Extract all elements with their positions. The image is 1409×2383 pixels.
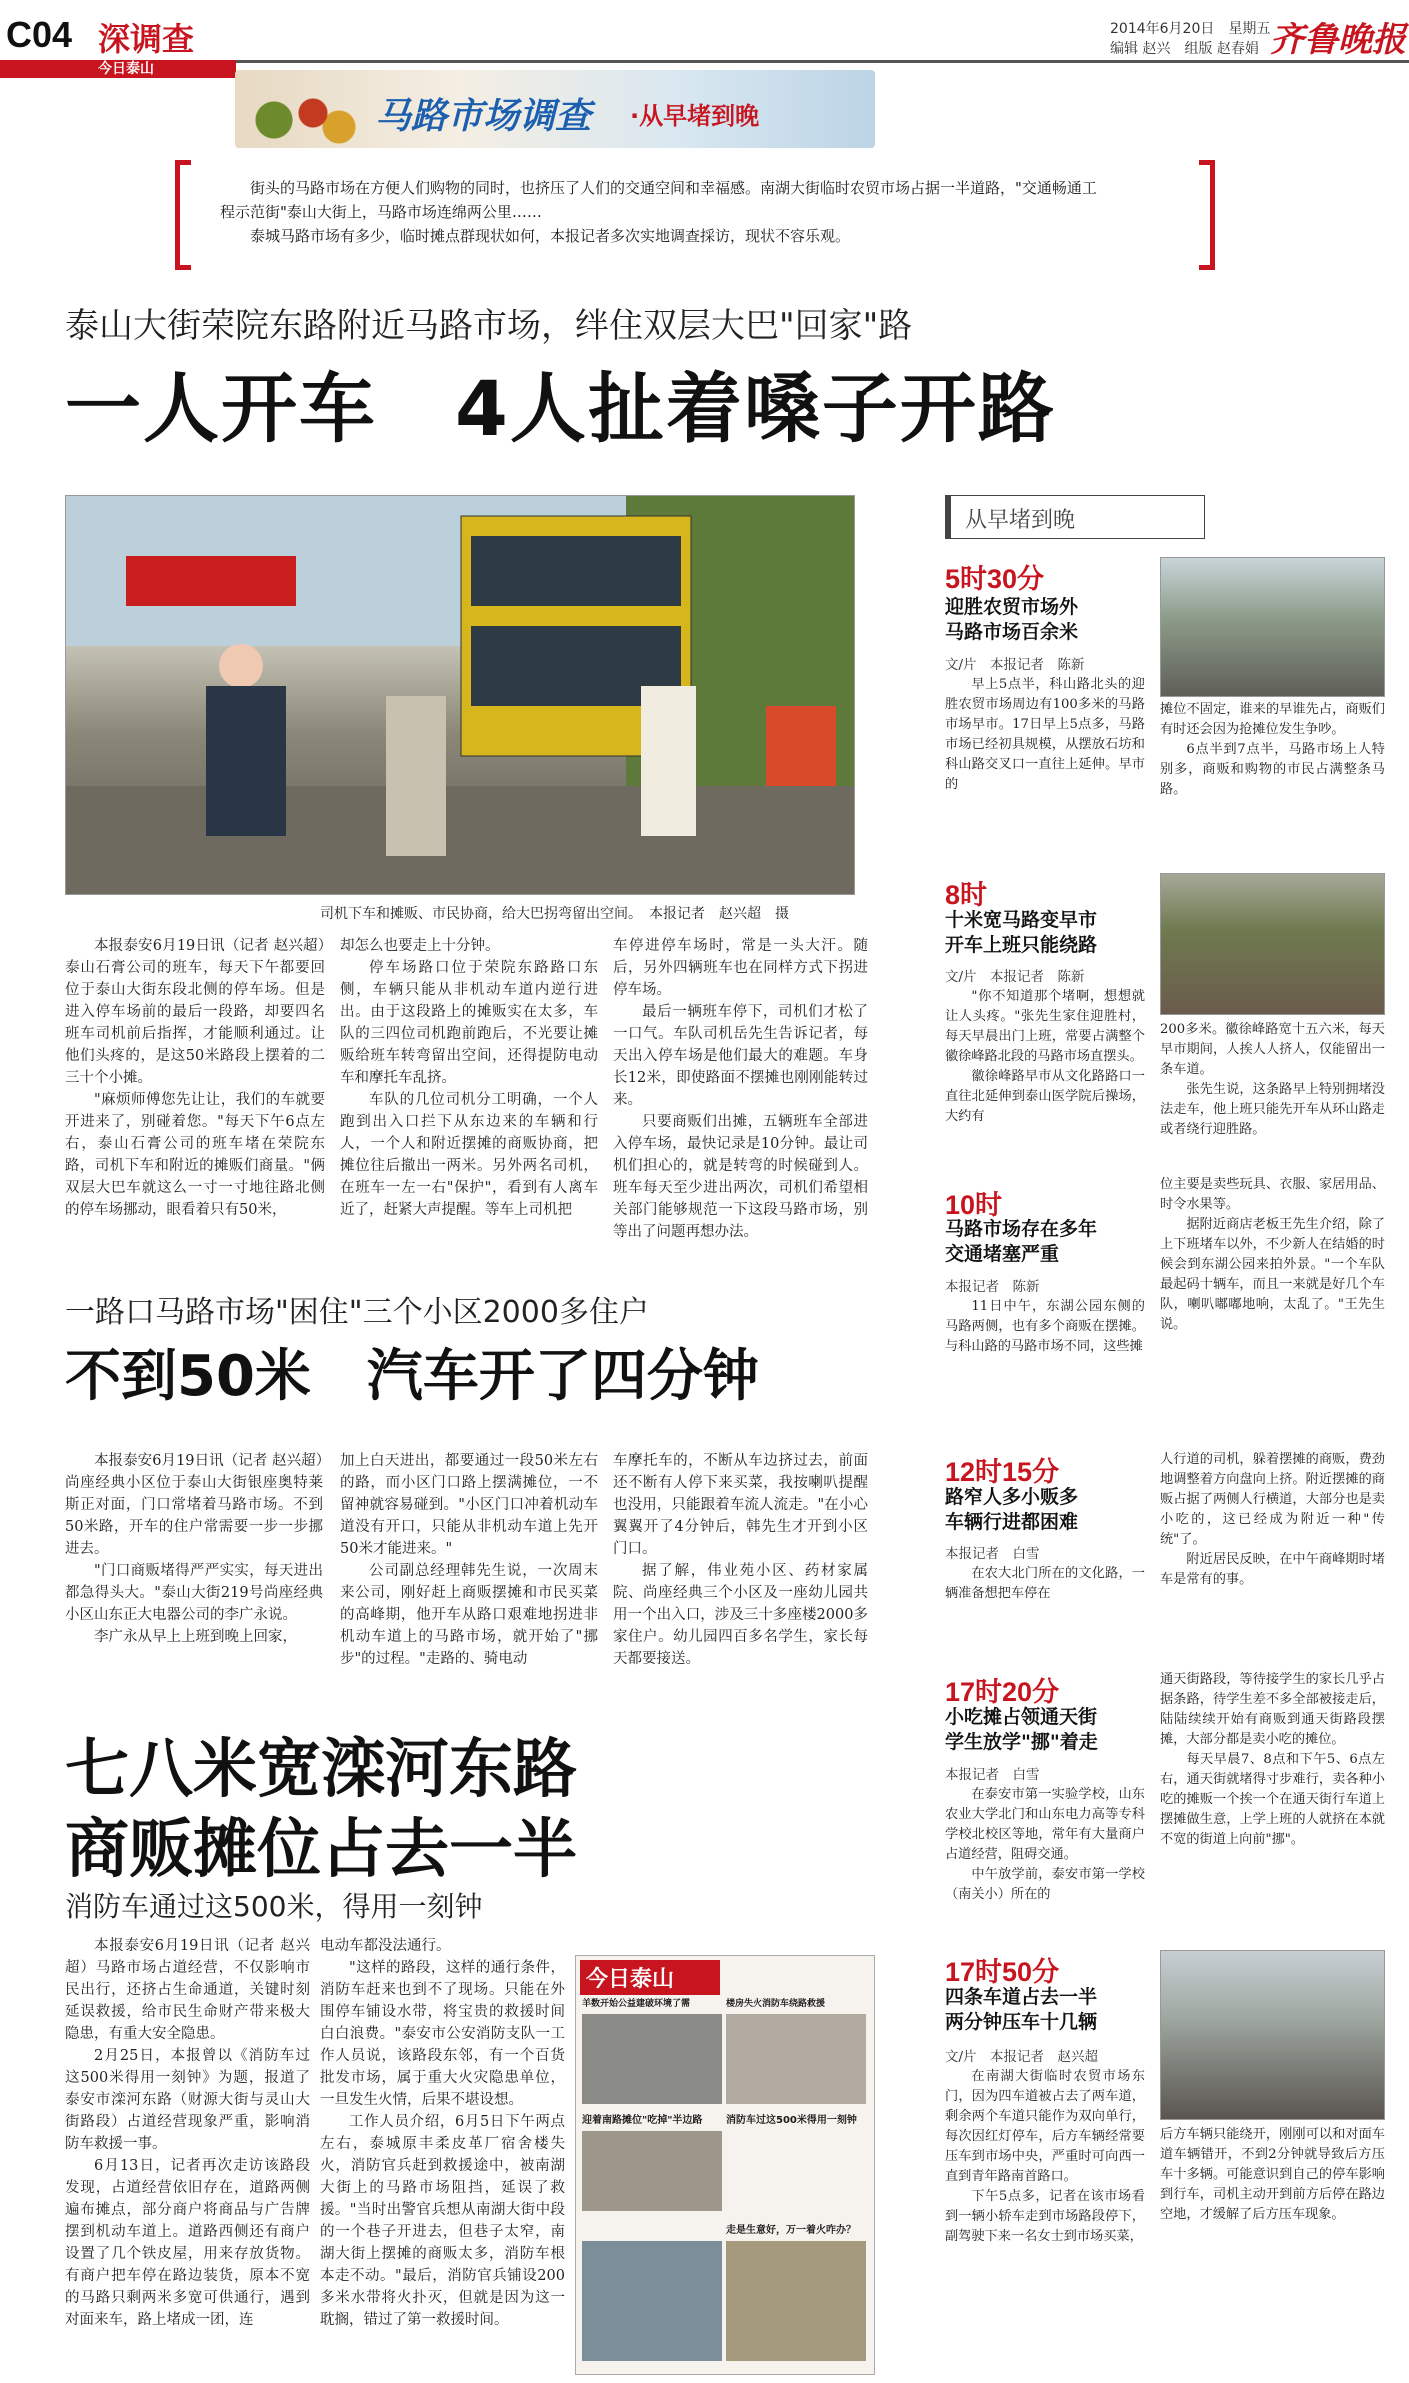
story3-col-2	[320, 1935, 565, 2331]
para: 公司副总经理韩先生说，一次周末来公司，刚好赶上商贩摆摊和市民买菜的高峰期，他开车从路口艰难地拐进非机动车道上的马路市场，就开始了"挪步"的过程。"走路的、骑电动	[340, 1563, 598, 1667]
story1-col-2	[340, 935, 598, 1221]
sidebar-item-time: 5时30分	[945, 564, 1045, 594]
issue-date: 2014年6月20日 星期五	[1110, 21, 1271, 37]
para: 200多米。徽徐峰路宽十五六米，每天早市期间，人挨人人挤人，仅能留出一条车道。	[1160, 1022, 1385, 1077]
sidebar-item-text-right	[1160, 1020, 1385, 1140]
sidebar-item-head: 十米宽马路变早市	[945, 909, 1098, 931]
vegetable-illustration	[235, 78, 365, 148]
para: 早上5点半，科山路北头的迎胜农贸市场周边有100多米的马路市场早市。17日早上5点多，马路市场已经初具规模，从摆放石坊和科山路交叉口一直往上延伸。早市的	[945, 677, 1145, 792]
mini-head: 消防车过这500米得用一刻钟	[726, 2115, 857, 2126]
para: 加上白天进出，都要通过一段50米左右的路，而小区门口路上摆满摊位，一不留神就容易碰到。"小区门口冲着机动车道没有开口，只能从非机动车道上先开50米才能进来。"	[340, 1453, 598, 1557]
para: 据了解，伟业苑小区、药材家属院、尚座经典三个小区及一座幼儿园共用一个出入口，涉及三十多座楼2000多家住户。幼儿园四百多名学生，家长每天都要接送。	[613, 1563, 868, 1667]
sidebar-item-text-right	[1160, 700, 1385, 800]
sidebar-item-byline: 本报记者 陈新	[945, 1279, 1040, 1295]
sidebar-item-text-left	[945, 1785, 1145, 1905]
story2-col-3	[613, 1450, 868, 1670]
banner-tag: ·从早堵到晚	[630, 102, 760, 130]
sidebar-item-head: 马路市场存在多年	[945, 1218, 1098, 1240]
para: 本报泰安6月19日讯（记者 赵兴超）尚座经典小区位于泰山大街银座奥特莱斯正对面，门口常堵着马路市场。不到50米路，开车的住户常需要一步一步挪进去。	[65, 1453, 323, 1557]
bracket-left	[175, 160, 191, 270]
sidebar-item-byline: 本报记者 白雪	[945, 1546, 1040, 1562]
sidebar-item-time: 8时	[945, 880, 988, 910]
story2-col-1	[65, 1450, 323, 1648]
section-title: 深调查	[98, 20, 195, 58]
sidebar-item-head: 车辆行进都困难	[945, 1511, 1079, 1533]
section-sub: 今日泰山	[98, 61, 154, 77]
mini-masthead: 今日泰山	[580, 1960, 720, 1995]
para: 张先生说，这条路早上特别拥堵没法走车，他上班只能先开车从环山路走或者绕行迎胜路。	[1160, 1082, 1385, 1137]
para: 车摩托车的，不断从车边挤过去，前面还不断有人停下来买菜，我按喇叭提醒也没用，只能跟着车流人流走。"在小心翼翼开了4分钟后，韩先生才开到小区门口。	[613, 1453, 868, 1557]
photo-caption: 司机下车和摊贩、市民协商，给大巴拐弯留出空间。 本报记者 赵兴超 摄	[320, 906, 789, 922]
para: 后方车辆只能绕开，刚刚可以和对面车道车辆错开，不到2分钟就导致后方压车十多辆。可能意识到自己的停车影响到行车，司机主动开到前方后停在路边空地，才缓解了后方压车现象。	[1160, 2127, 1385, 2222]
para: 车队的几位司机分工明确，一个人跑到出入口拦下从东边来的车辆和行人，一个人和附近摆摊的商贩协商，把摊位往后撤出一两米。另外两名司机，在班车一左一右"保护"，看到有人离车近了，赶紧大声提醒。等车上司机把	[340, 1092, 598, 1218]
mini-head: 走是生意好，万一着火咋办？	[726, 2225, 856, 2236]
sidebar-item-head: 开车上班只能绕路	[945, 934, 1098, 956]
para: 每天早晨7、8点和下午5、6点左右，通天街就堵得寸步难行，卖各种小吃的摊贩一个挨一个在通天街行车道上摆摊做生意，上学上班的人就挤在本就不宽的街道上向前"挪"。	[1160, 1752, 1385, 1847]
sidebar	[930, 495, 1405, 2380]
para: 只要商贩们出摊，五辆班车全部进入停车场，最快记录是10分钟。最让司机们担心的，就是转弯的时候碰到人。班车每天至少进出两次，司机们希望相关部门能够规范一下这段马路市场，别等出了问题再想办法。	[613, 1114, 868, 1240]
paper-logo: 齐鲁晚报	[1270, 20, 1406, 60]
masthead	[0, 0, 1409, 77]
story3-headline-1: 七八米宽滦河东路	[65, 1733, 577, 1807]
para: "这样的路段，这样的通行条件，消防车赶来也到不了现场。只能在外围停车铺设水带，将宝贵的救援时间白白浪费。"泰安市公安消防支队一工作人员说，该路段东邻，有一个百货批发市场，属于重大火灾隐患单位，一旦发生火情，后果不堪设想。	[320, 1960, 565, 2108]
mini-photo	[582, 2014, 722, 2104]
mini-head: 羊数开始公益建破环境了需	[582, 1999, 691, 2009]
sidebar-item-byline: 文/片 本报记者 赵兴超	[945, 2049, 1099, 2065]
para: 中午放学前，泰安市第一学校（南关小）所在的	[945, 1867, 1145, 1902]
sidebar-item-text-left	[945, 1564, 1145, 1604]
page-code: C04	[6, 14, 73, 55]
para: 据附近商店老板王先生介绍，除了上下班堵车以外，不少新人在结婚的时候会到东湖公园来拍外景。"一个车队最起码十辆车，而且一来就是好几个车队，喇叭嘟嘟地响，太乱了。"王先生说。	[1160, 1217, 1385, 1332]
mini-photo	[582, 2131, 722, 2211]
para: 在农大北门所在的文化路，一辆准备想把车停在	[945, 1566, 1145, 1601]
header-rule	[236, 60, 1409, 63]
story3-subhead: 消防车通过这500米，得用一刻钟	[65, 1890, 483, 1923]
para: 人行道的司机，躲着摆摊的商贩，费劲地调整着方向盘向上挤。附近摆摊的商贩占据了两侧人行横道，大部分也是卖小吃的，这已经成为附近一种"传统"了。	[1160, 1452, 1385, 1547]
intro-line-1: 街头的马路市场在方便人们购物的同时，也挤压了人们的交通空间和幸福感。南湖大街临时农贸市场占据一半道路，"交通畅通工	[250, 179, 1097, 197]
market-photo-0530	[1160, 557, 1385, 697]
previous-report-thumbnail	[575, 1955, 875, 2375]
bracket-right	[1199, 160, 1215, 270]
para: "麻烦师傅您先让让，我们的车就要开进来了，别碰着您。"每天下午6点左右，泰山石膏公司的班车堵在荣院东路，司机下车和附近的摊贩们商量。"俩双层大巴车就这么一寸一寸地往路北侧的停车场挪动，眼看着只有50米，	[65, 1092, 325, 1218]
para: 李广永从早上上班到晚上回家，	[94, 1629, 297, 1645]
story2-col-2	[340, 1450, 598, 1670]
para: "你不知道那个堵啊，想想就让人头疼。"张先生家住迎胜村，每天早晨出门上班，常要占满整个徽徐峰路北段的马路市场直摆头。	[945, 989, 1145, 1064]
sidebar-item-head: 交通堵塞严重	[945, 1243, 1060, 1265]
sidebar-item-head: 马路市场百余米	[945, 621, 1079, 643]
mini-head: 迎着南路摊位"吃掉"半边路	[582, 2115, 703, 2126]
intro-line-3: 泰城马路市场有多少，临时摊点群现状如何，本报记者多次实地调查採访，现状不容乐观。	[250, 227, 851, 245]
sidebar-item-text-right	[1160, 1450, 1385, 1590]
para: 6点半到7点半，马路市场上人特别多，商贩和购物的市民占满整条马路。	[1160, 742, 1385, 797]
sidebar-item-time: 17时20分	[945, 1677, 1060, 1707]
para: 6月13日，记者再次走访该路段发现，占道经营依旧存在，道路两侧遍布摊点，部分商户将商品与广告牌摆到机动车道上。道路西侧还有商户设置了几个铁皮屋，用来存放货物。有商户把车停在路边装货，原本不宽的马路只剩两米多宽可供通行，遇到对面来车，路上堵成一团，连	[65, 2158, 310, 2328]
para: 摊位不固定，谁来的早谁先占，商贩们有时还会因为抢摊位发生争吵。	[1160, 702, 1385, 737]
intro-box	[175, 160, 1215, 270]
sidebar-item-head: 迎胜农贸市场外	[945, 596, 1079, 618]
market-photo-0800	[1160, 873, 1385, 1015]
story1-kicker: 泰山大街荣院东路附近马路市场，绊住双层大巴"回家"路	[65, 306, 913, 346]
story1-headline: 一人开车 4人扯着嗓子开路	[65, 364, 1056, 453]
sidebar-item-head: 小吃摊占领通天街	[945, 1706, 1098, 1728]
sidebar-item-text-right	[1160, 1670, 1385, 1850]
para: 却怎么也要走上十分钟。	[340, 938, 500, 954]
para: "门口商贩堵得严严实实，每天进出都急得头大。"泰山大街219号尚座经典小区山东正大电器公司的李广永说。	[65, 1563, 323, 1623]
para: 在泰安市第一实验学校，山东农业大学北门和山东电力高等专科学校北校区等地，常年有大量商户占道经营，阻碍交通。	[945, 1787, 1145, 1862]
story1-col-3	[613, 935, 868, 1243]
para: 本报泰安6月19日讯（记者 赵兴超）泰山石膏公司的班车，每天下午都要回位于泰山大街东段北侧的停车场。但是进入停车场前的最后一段路，却要四名班车司机前后指挥，才能顺利通过。让他们头疼的，是这50米路段上摆着的二三十个小摊。	[65, 938, 325, 1086]
sidebar-item-text-left	[945, 2067, 1145, 2247]
para: 下午5点多，记者在该市场看到一辆小轿车走到市场路段停下，副驾驶下来一名女士到市场买菜，	[945, 2189, 1145, 2244]
para: 徽徐峰路早市从文化路路口一直往北延伸到泰山医学院后操场，大约有	[945, 1069, 1145, 1124]
sidebar-item-text-left	[945, 987, 1145, 1127]
sidebar-item-time: 10时	[945, 1190, 1003, 1220]
para: 附近居民反映，在中午商峰期时堵车是常有的事。	[1160, 1552, 1385, 1587]
sidebar-item-text-left	[945, 1297, 1145, 1357]
mini-head: 楼房失火消防车绕路救援	[726, 1999, 826, 2009]
sidebar-item-head: 路窄人多小贩多	[945, 1486, 1079, 1508]
intro-line-2: 程示范街"泰山大街上，马路市场连绵两公里……	[220, 203, 542, 221]
story2-kicker: 一路口马路市场"困住"三个小区2000多住户	[65, 1295, 649, 1330]
sidebar-item-text-right	[1160, 1175, 1385, 1335]
para: 本报泰安6月19日讯（记者 赵兴超）马路市场占道经营，不仅影响市民出行，还挤占生命通道，关键时刻延误救援，给市民生命财产带来极大隐患，有重大安全隐患。	[65, 1938, 310, 2042]
banner-title: 马路市场调查	[375, 96, 592, 137]
bus-market-photo	[65, 495, 855, 895]
banner	[235, 70, 875, 148]
mini-photo	[726, 2241, 866, 2361]
para: 最后一辆班车停下，司机们才松了一口气。车队司机岳先生告诉记者，每天出入停车场是他们最大的难题。车身长12米，即使路面不摆摊也刚刚能转过来。	[613, 1004, 868, 1108]
para: 通天街路段，等待接学生的家长几乎占据条路，待学生差不多全部被接走后，陆陆续续开始有商贩到通天街路段摆摊，大部分都是卖小吃的摊位。	[1160, 1672, 1385, 1747]
sidebar-item-time: 17时50分	[945, 1957, 1060, 1987]
sidebar-item-head: 四条车道占去一半	[945, 1986, 1098, 2008]
story2-headline: 不到50米 汽车开了四分钟	[65, 1344, 759, 1409]
sidebar-item-text-left	[945, 675, 1145, 795]
para: 在南湖大街临时农贸市场东门，因为四车道被占去了两车道，剩余两个车道只能作为双向单行，每次因红灯停车，后方车辆经常要压车到市场中央，严重时可向西一直到青年路南首路口。	[945, 2069, 1145, 2184]
story3-headline-2: 商贩摊位占去一半	[65, 1813, 577, 1887]
market-photo-1750	[1160, 1950, 1385, 2120]
mini-photo	[582, 2241, 722, 2361]
sidebar-item-text-right	[1160, 2125, 1385, 2225]
editors: 编辑 赵兴 组版 赵春娟	[1110, 41, 1259, 57]
sidebar-item-byline: 本报记者 白雪	[945, 1767, 1040, 1783]
sidebar-item-time: 12时15分	[945, 1457, 1060, 1487]
sidebar-item-byline: 文/片 本报记者 陈新	[945, 969, 1085, 985]
para: 停车场路口位于荣院东路路口东侧，车辆只能从非机动车道内逆行进出。由于这段路上的摊贩实在太多，车队的三四位司机跑前跑后，不光要让摊贩给班车转弯留出空间，还得提防电动车和摩托车乱挤。	[340, 960, 598, 1086]
para: 11日中午，东湖公园东侧的马路两侧，也有多个商贩在摆摊。与科山路的马路市场不同，这些摊	[945, 1299, 1145, 1354]
para: 2月25日，本报曾以《消防车过这500米得用一刻钟》为题，报道了泰安市滦河东路（财源大街与灵山大街路段）占道经营现象严重，影响消防车救援一事。	[65, 2048, 310, 2152]
para: 位主要是卖些玩具、衣服、家居用品、时令水果等。	[1160, 1177, 1385, 1212]
sidebar-item-byline: 文/片 本报记者 陈新	[945, 657, 1085, 673]
mini-photo	[726, 2014, 866, 2104]
sidebar-item-head: 两分钟压车十几辆	[945, 2011, 1098, 2033]
para: 车停进停车场时，常是一头大汗。随后，另外四辆班车也在同样方式下拐进停车场。	[613, 938, 868, 998]
sidebar-item-head: 学生放学"挪"着走	[945, 1731, 1098, 1753]
story3-col-1	[65, 1935, 310, 2331]
photo-scene	[66, 496, 855, 895]
sidebar-title: 从早堵到晚	[965, 508, 1076, 533]
story1-col-1	[65, 935, 325, 1221]
para: 工作人员介绍，6月5日下午两点左右，泰城原丰柔皮革厂宿舍楼失火，消防官兵赶到救援途中，被南湖大街上的马路市场阻挡，延误了救援。"当时出警官兵想从南湖大街中段的一个巷子开进去，但巷子太窄，南湖大街上摆摊的商贩太多，消防车根本走不动。"最后，消防官兵铺设200多米水带将火扑灭，但就是因为这一耽搁，错过了第一救援时间。	[320, 2114, 565, 2328]
para: 电动车都没法通行。	[320, 1938, 451, 1954]
